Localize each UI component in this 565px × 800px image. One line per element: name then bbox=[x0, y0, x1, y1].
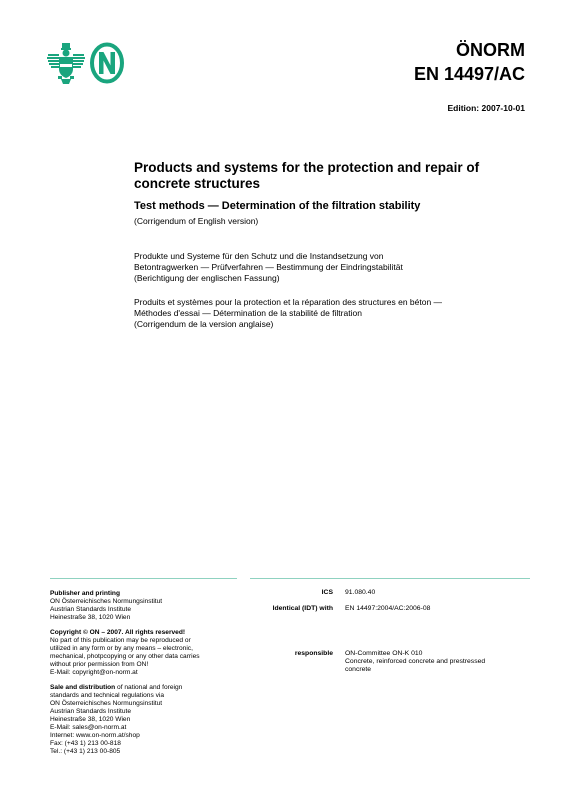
ics-label: ICS bbox=[321, 589, 333, 596]
french-line: (Corrigendum de la version anglaise) bbox=[134, 319, 274, 329]
footer-publisher-info bbox=[50, 590, 240, 763]
copyright-line: No part of this publication may be reproduced or bbox=[50, 637, 191, 644]
german-line: Produkte und Systeme für den Schutz und die Instandsetzung von bbox=[134, 251, 384, 261]
publisher-title: Publisher and printing bbox=[50, 590, 120, 597]
copyright-email: E-Mail: copyright@on-norm.at bbox=[50, 669, 138, 676]
edition-label: Edition: bbox=[447, 103, 480, 113]
divider-left bbox=[50, 578, 237, 579]
on-logo-icon bbox=[90, 42, 124, 84]
german-line: Betontragwerken — Prüfverfahren — Bestimmung der Eindringstabilität bbox=[134, 262, 403, 272]
french-line: Méthodes d'essai — Détermination de la stabilité de filtration bbox=[134, 308, 362, 318]
sales-internet: Internet: www.on-norm.at/shop bbox=[50, 732, 140, 739]
austrian-eagle-logo-icon bbox=[46, 42, 86, 86]
publisher-section bbox=[50, 590, 240, 622]
copyright-line: without prior permission from ON! bbox=[50, 661, 149, 668]
sales-line: ON Österreichisches Normungsinstitut bbox=[50, 700, 163, 707]
responsible-label: responsible bbox=[294, 650, 333, 657]
copyright-line: mechanical, photpcopying or any other data carries bbox=[50, 653, 200, 660]
title-german bbox=[134, 251, 514, 284]
copyright-line: utilized in any form or by any means – electronic, bbox=[50, 645, 193, 652]
sales-line: standards and technical regulations via bbox=[50, 692, 164, 699]
identical-label: Identical (IDT) with bbox=[272, 605, 333, 612]
sales-line: Heinestraße 38, 1020 Wien bbox=[50, 716, 131, 723]
publisher-line: Austrian Standards Institute bbox=[50, 606, 132, 613]
standard-name: ÖNORM bbox=[456, 40, 525, 60]
german-line: (Berichtigung der englischen Fassung) bbox=[134, 273, 280, 283]
sales-title-rest: of national and foreign bbox=[115, 684, 183, 691]
edition-date: 2007-10-01 bbox=[481, 103, 525, 113]
corrigendum-note: (Corrigendum of English version) bbox=[134, 216, 259, 226]
subtitle-english: Test methods — Determination of the filtration stability bbox=[134, 200, 421, 212]
copyright-title: Copyright © ON – 2007. All rights reserved! bbox=[50, 629, 186, 636]
sales-title: Sale and distribution bbox=[50, 684, 116, 691]
responsible-committee: ON-Committee ON-K 010 bbox=[345, 650, 423, 657]
edition bbox=[448, 103, 526, 113]
identical-value: EN 14497:2004/AC:2006-08 bbox=[345, 605, 431, 612]
french-line: Produits et systèmes pour la protection et la réparation des structures en béton — bbox=[134, 297, 443, 307]
sales-email: E-Mail: sales@on-norm.at bbox=[50, 724, 127, 731]
ics-value: 91.080.40 bbox=[345, 589, 376, 596]
sales-section bbox=[50, 684, 240, 756]
title-english: Products and systems for the protection and repair of concrete structures bbox=[134, 160, 480, 191]
sales-tel: Tel.: (+43 1) 213 00-805 bbox=[50, 748, 121, 755]
responsible-value bbox=[345, 650, 530, 674]
sales-fax: Fax: (+43 1) 213 00-818 bbox=[50, 740, 121, 747]
responsible-description-cont: concrete bbox=[345, 666, 372, 673]
divider-right bbox=[250, 578, 530, 579]
responsible-description: Concrete, reinforced concrete and prestressed bbox=[345, 658, 486, 665]
publisher-line: ON Österreichisches Normungsinstitut bbox=[50, 598, 163, 605]
sales-line: Austrian Standards Institute bbox=[50, 708, 132, 715]
publisher-line: Heinestraße 38, 1020 Wien bbox=[50, 614, 131, 621]
standard-code: EN 14497/AC bbox=[413, 64, 525, 84]
copyright-section bbox=[50, 629, 240, 677]
title-french bbox=[134, 297, 514, 330]
